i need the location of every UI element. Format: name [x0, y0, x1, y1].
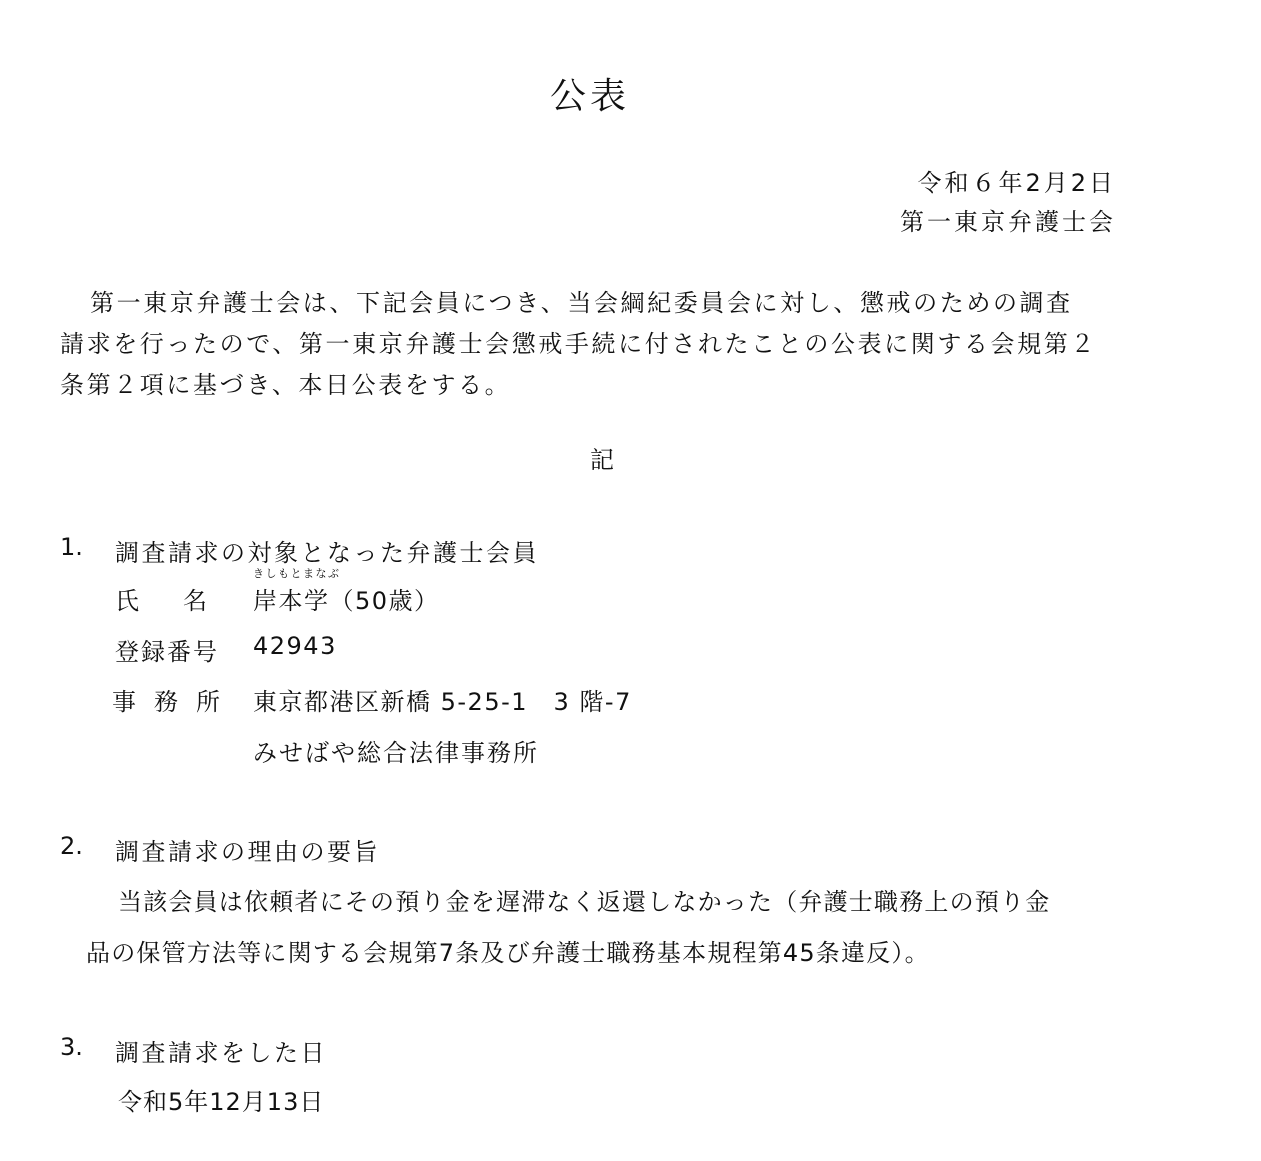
section-2-line-2: 品の保管方法等に関する会規第7条及び弁護士職務基本規程第45条違反）。 — [86, 939, 930, 967]
registration-label: 登録番号 — [115, 638, 219, 666]
section-1-number: 1. — [60, 533, 83, 561]
name-label: 氏名 — [115, 587, 251, 615]
document-issuer: 第一東京弁護士会 — [900, 208, 1116, 236]
document-date: 令和６年2月2日 — [917, 169, 1116, 197]
document-title: 公表 — [549, 76, 630, 117]
ki-marker: 記 — [590, 446, 614, 474]
section-2-line-1: 当該会員は依頼者にその預り金を遅滞なく返還しなかった（弁護士職務上の預り金 — [118, 888, 1051, 916]
name-ruby: きしもとまなぶ — [253, 567, 341, 580]
section-3-date: 令和5年12月13日 — [118, 1088, 325, 1116]
section-2-heading: 調査請求の理由の要旨 — [115, 838, 380, 866]
registration-value: 42943 — [253, 632, 337, 660]
section-1-heading: 調査請求の対象となった弁護士会員 — [115, 539, 539, 567]
section-3-number: 3. — [60, 1033, 83, 1061]
office-label: 事務所 — [112, 688, 238, 716]
office-address: 東京都港区新橋 5-25-1 3 階-7 — [253, 688, 632, 716]
section-3-heading: 調査請求をした日 — [115, 1039, 327, 1067]
office-name: みせばや総合法律事務所 — [253, 739, 539, 767]
section-2-number: 2. — [60, 832, 83, 860]
intro-line-1: 第一東京弁護士会は、下記会員につき、当会綱紀委員会に対し、懲戒のための調査 — [90, 289, 1073, 317]
intro-line-3: 条第２項に基づき、本日公表をする。 — [60, 371, 512, 399]
intro-line-2: 請求を行ったので、第一東京弁護士会懲戒手続に付されたことの公表に関する会規第２ — [60, 330, 1097, 358]
name-value: 岸本学（50歳） — [253, 587, 440, 615]
